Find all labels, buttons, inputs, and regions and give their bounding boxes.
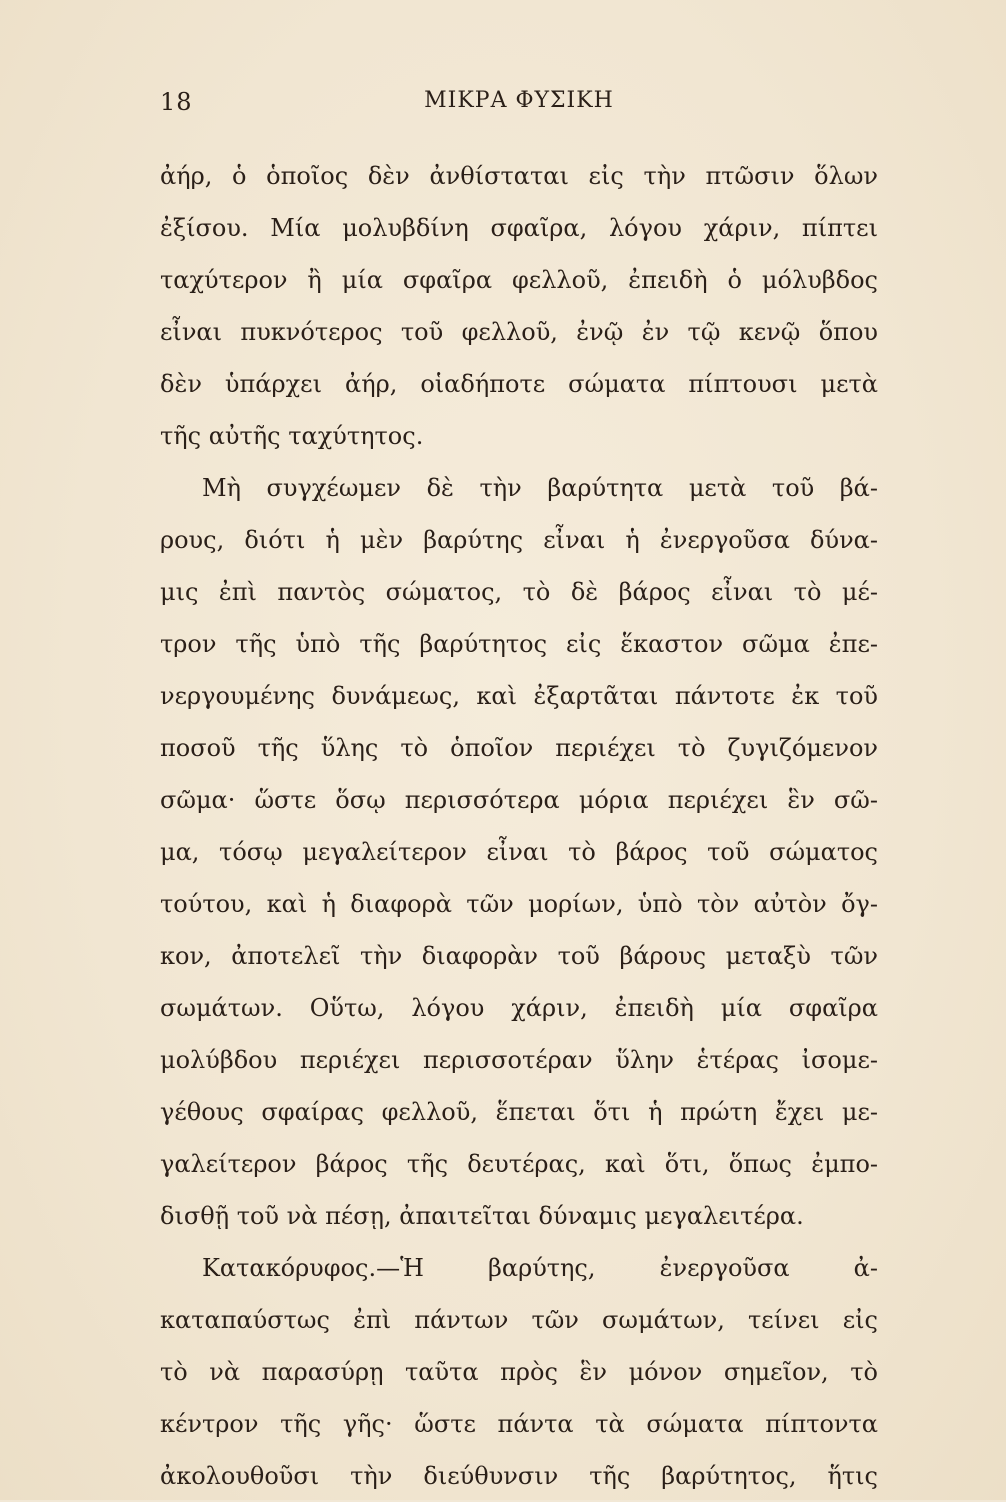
- text-line: τούτου, καὶ ἡ διαφορὰ τῶν μορίων, ὑπὸ τὸν αὐτὸν ὄγ-: [160, 890, 878, 918]
- body-text: [160, 150, 878, 1502]
- text-line: ἀκολουθοῦσι τὴν διεύθυνσιν τῆς βαρύτητος, ἥτις: [160, 1462, 878, 1490]
- page-header: [160, 88, 878, 128]
- text-line: Μὴ συγχέωμεν δὲ τὴν βαρύτητα μετὰ τοῦ βά-: [202, 474, 878, 502]
- running-title: ΜΙΚΡΑ ΦΥΣΙΚΗ: [424, 88, 614, 113]
- text-line: ποσοῦ τῆς ὕλης τὸ ὁποῖον περιέχει τὸ ζυγιζόμενον: [160, 734, 878, 762]
- text-line: σῶμα· ὥστε ὅσῳ περισσότερα μόρια περιέχει ἓν σῶ-: [160, 786, 878, 814]
- text-line: νεργουμένης δυνάμεως, καὶ ἐξαρτᾶται πάντοτε ἐκ τοῦ: [160, 682, 878, 710]
- text-line: γαλείτερον βάρος τῆς δευτέρας, καὶ ὅτι, ὅπως ἐμπο-: [160, 1150, 878, 1178]
- text-line: σωμάτων. Οὕτω, λόγου χάριν, ἐπειδὴ μία σφαῖρα: [160, 994, 878, 1022]
- page-number: 18: [160, 88, 193, 116]
- text-line: τῆς αὐτῆς ταχύτητος.: [160, 422, 424, 450]
- text-line: κέντρον τῆς γῆς· ὥστε πάντα τὰ σώματα πίπτοντα: [160, 1410, 878, 1438]
- text-line: μις ἐπὶ παντὸς σώματος, τὸ δὲ βάρος εἶναι τὸ μέ-: [160, 578, 878, 606]
- text-line: ἐξίσου. Μία μολυβδίνη σφαῖρα, λόγου χάριν, πίπτει: [160, 214, 878, 242]
- text-line: γέθους σφαίρας φελλοῦ, ἕπεται ὅτι ἡ πρώτη ἔχει με-: [160, 1098, 878, 1126]
- text-line: καταπαύστως ἐπὶ πάντων τῶν σωμάτων, τείνει εἰς: [160, 1306, 878, 1334]
- text-line: ταχύτερον ἢ μία σφαῖρα φελλοῦ, ἐπειδὴ ὁ μόλυβδος: [160, 266, 878, 294]
- text-line: τὸ νὰ παρασύρῃ ταῦτα πρὸς ἓν μόνον σημεῖον, τὸ: [160, 1358, 878, 1386]
- text-line: τρον τῆς ὑπὸ τῆς βαρύτητος εἰς ἕκαστον σῶμα ἐπε-: [160, 630, 878, 658]
- text-line: ἀήρ, ὁ ὁποῖος δὲν ἀνθίσταται εἰς τὴν πτῶσιν ὅλων: [160, 162, 878, 190]
- text-line: δισθῇ τοῦ νὰ πέσῃ, ἀπαιτεῖται δύναμις μεγαλειτέρα.: [160, 1202, 804, 1230]
- text-line: μολύβδου περιέχει περισσοτέραν ὕλην ἑτέρας ἰσομε-: [160, 1046, 878, 1074]
- section-heading-line: Κατακόρυφος.—Ἡ βαρύτης, ἐνεργοῦσα ἀ-: [202, 1254, 878, 1282]
- text-line: δὲν ὑπάρχει ἀήρ, οἱαδήποτε σώματα πίπτουσι μετὰ: [160, 370, 878, 398]
- text-line: ρους, διότι ἡ μὲν βαρύτης εἶναι ἡ ἐνεργοῦσα δύνα-: [160, 526, 878, 554]
- text-line: εἶναι πυκνότερος τοῦ φελλοῦ, ἐνῷ ἐν τῷ κενῷ ὅπου: [160, 318, 878, 346]
- text-line: κον, ἀποτελεῖ τὴν διαφορὰν τοῦ βάρους μεταξὺ τῶν: [160, 942, 878, 970]
- text-line: μα, τόσῳ μεγαλείτερον εἶναι τὸ βάρος τοῦ σώματος: [160, 838, 878, 866]
